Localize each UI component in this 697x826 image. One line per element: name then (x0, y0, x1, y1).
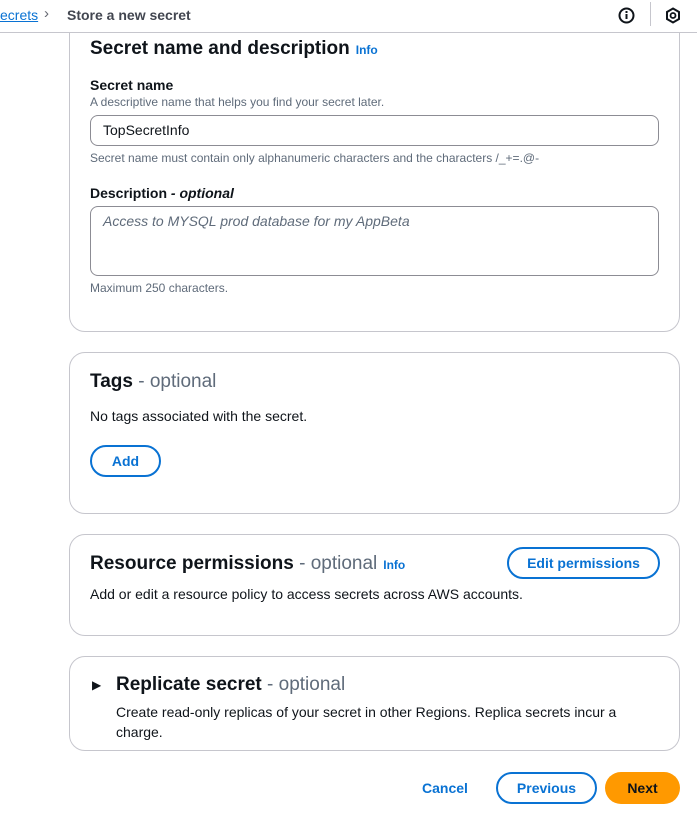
description-label (90, 185, 234, 201)
info-icon[interactable] (617, 6, 635, 24)
secret-name-card (69, 0, 680, 332)
optional-text: - optional (299, 553, 378, 574)
replicate-description: Create read-only replicas of your secret in other Regions. Replica secrets incur a charge. (116, 704, 617, 740)
info-link[interactable]: Info (355, 43, 378, 57)
previous-button[interactable]: Previous (496, 772, 597, 804)
description-textarea[interactable] (90, 206, 659, 276)
description-placeholder: Access to MYSQL prod database for my AppBeta (103, 213, 410, 229)
no-tags-text: No tags associated with the secret. (90, 408, 308, 424)
top-bar (0, 0, 697, 33)
secret-name-constraint: Secret name must contain only alphanumeric characters and the characters /_+=.@- (90, 151, 540, 165)
card-title[interactable] (116, 674, 345, 696)
description-label-text: Description (90, 185, 168, 201)
caret-right-icon[interactable]: ▶ (92, 678, 102, 692)
title-text: Replicate secret (116, 674, 262, 695)
replicate-secret-card[interactable] (69, 656, 680, 751)
optional-text: - optional (267, 674, 346, 695)
secret-name-input[interactable]: TopSecretInfo (90, 115, 659, 146)
add-tag-button[interactable]: Add (90, 445, 161, 477)
secret-name-label: Secret name (90, 77, 174, 93)
divider (650, 2, 651, 26)
next-button[interactable]: Next (605, 772, 680, 804)
cloudshell-icon[interactable] (664, 6, 682, 24)
resource-permissions-card (69, 534, 680, 636)
card-title (90, 38, 378, 60)
edit-permissions-button[interactable]: Edit permissions (507, 547, 660, 579)
cancel-button[interactable]: Cancel (422, 780, 468, 796)
breadcrumb-secrets-link[interactable]: ecrets (0, 7, 39, 23)
optional-text: - optional (170, 185, 234, 201)
card-title (90, 553, 405, 575)
title-text: Secret name and description (90, 38, 350, 59)
description-constraint: Maximum 250 characters. (90, 281, 229, 295)
secret-name-hint: A descriptive name that helps you find your secret later. (90, 95, 385, 109)
chevron-right-icon: › (44, 5, 49, 22)
optional-text: - optional (138, 371, 217, 392)
title-text: Resource permissions (90, 553, 294, 574)
permissions-description: Add or edit a resource policy to access secrets across AWS accounts. (90, 586, 523, 602)
info-link[interactable]: Info (383, 558, 406, 572)
tags-card (69, 352, 680, 514)
card-title (90, 371, 216, 393)
breadcrumb-current: Store a new secret (67, 7, 191, 23)
title-text: Tags (90, 371, 133, 392)
